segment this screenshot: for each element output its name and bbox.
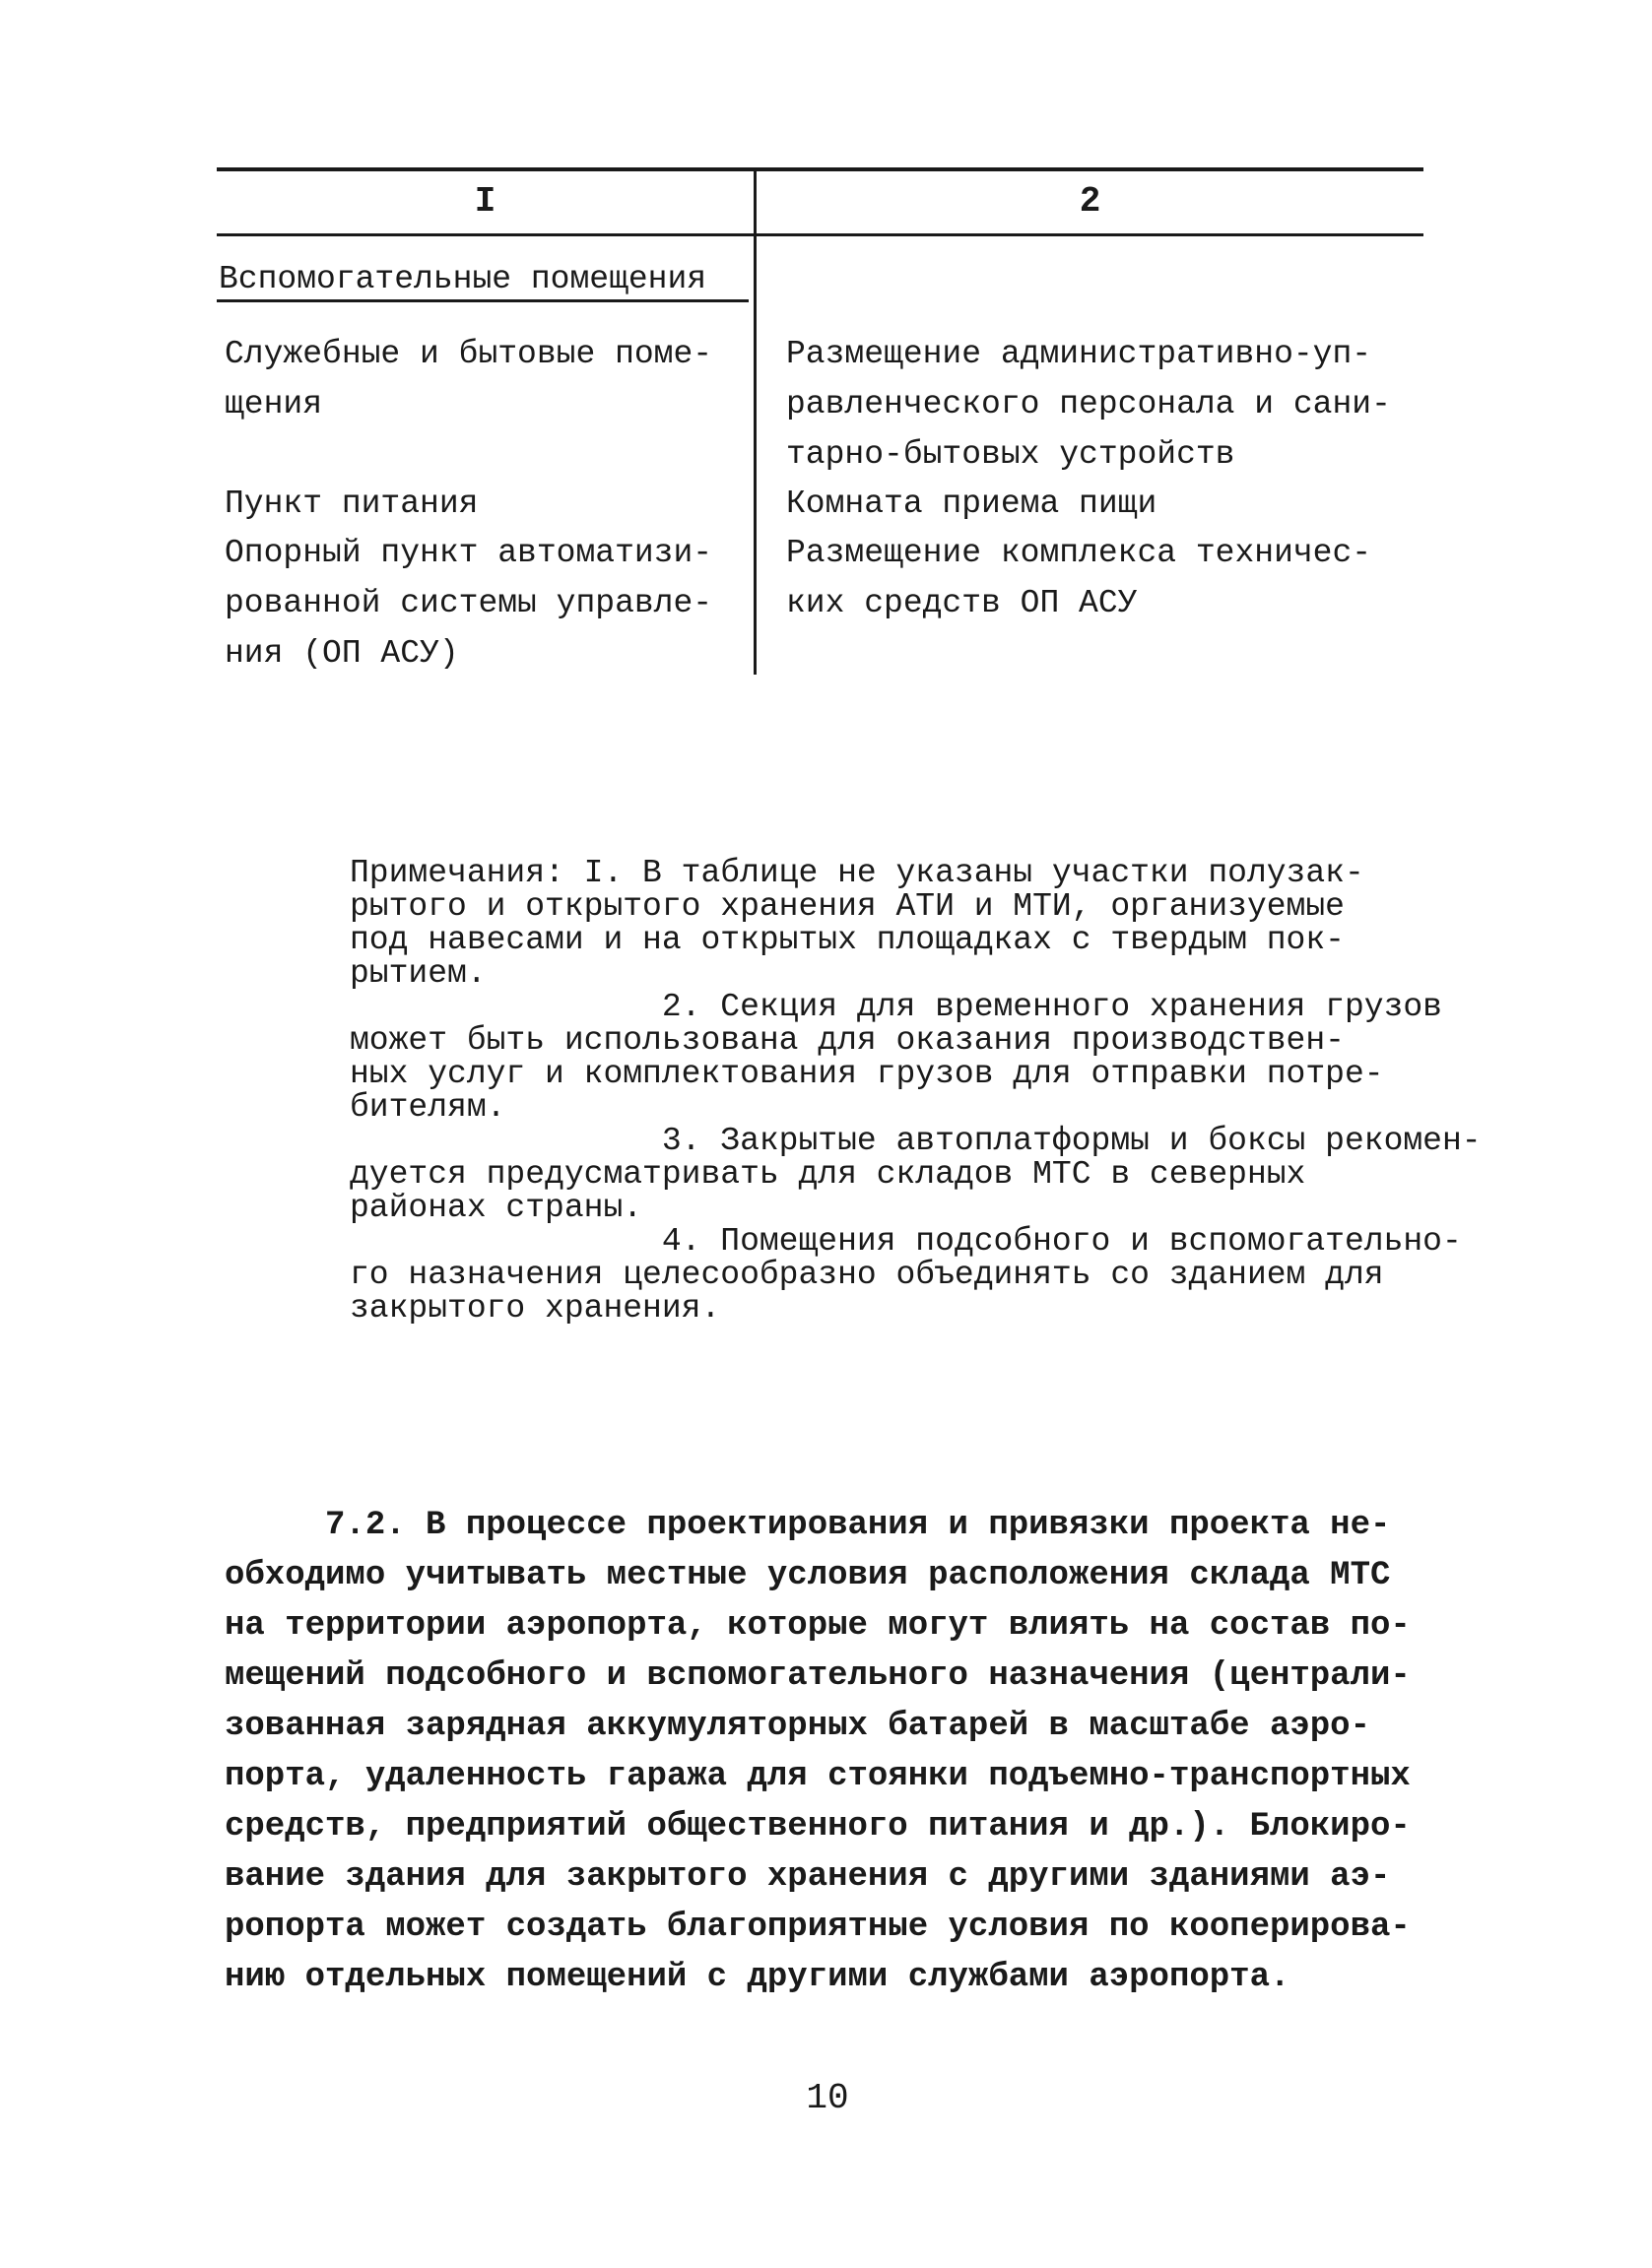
section-title-underline	[217, 299, 749, 302]
table-header-col1: I	[474, 181, 496, 222]
table-row3-col1: Опорный пункт автоматизи- рованной системы управле- ния (ОП АСУ)	[225, 535, 713, 672]
table-row3-col2: Размещение комплекса техничес- ких средств ОП АСУ	[786, 535, 1372, 621]
table-header-rule	[217, 233, 1423, 236]
table-header-col2: 2	[1079, 181, 1101, 222]
table-row1-col2: Размещение административно-уп- равленческого персонала и сани- тарно-бытовых устройств	[786, 336, 1391, 473]
table-column-divider	[754, 167, 757, 675]
table-row2-col2: Комната приема пищи	[786, 486, 1157, 522]
table-section-title: Вспомогательные помещения	[219, 261, 707, 297]
table-top-rule	[217, 167, 1423, 171]
table-row1-col1: Служебные и бытовые поме- щения	[225, 336, 713, 422]
section-7-2-paragraph: 7.2. В процессе проектирования и привязки проекта не- обходимо учитывать местные условия расположения склада МТС на территории аэропорта, которые могут влиять на состав по- мещений подсобного и вспомогательного назначения (централи- зованная зарядная аккумуляторных батарей в масштабе аэро- порта, удаленность гаража для стоянки подъемно-транспортных средств, предприятий общественного питания и др.). Блокиро- вание здания для закрытого хранения с другими зданиями аэ- ропорта может создать благоприятные условия по кооперирова- нию отдельных помещений с другими службами аэропорта.	[225, 1507, 1411, 1996]
notes-block: Примечания: I. В таблице не указаны участки полузак- рытого и открытого хранения АТИ и МТИ, организуемые под навесами и на открытых площадках с твердым пок- рытием. 2. Секция для временного хранения грузов может быть использована для оказания производствен- ных услуг и комплектования грузов для отправки потре- бителям. 3. Закрытые автоплатформы и боксы рекомен- дуется предусматривать для складов МТС в северных районах страны. 4. Помещения подсобного и вспомогательно- го назначения целесообразно объединять со зданием для закрытого хранения.	[350, 855, 1482, 1327]
page-number: 10	[806, 2078, 849, 2118]
table-row2-col1: Пункт питания	[225, 486, 479, 522]
